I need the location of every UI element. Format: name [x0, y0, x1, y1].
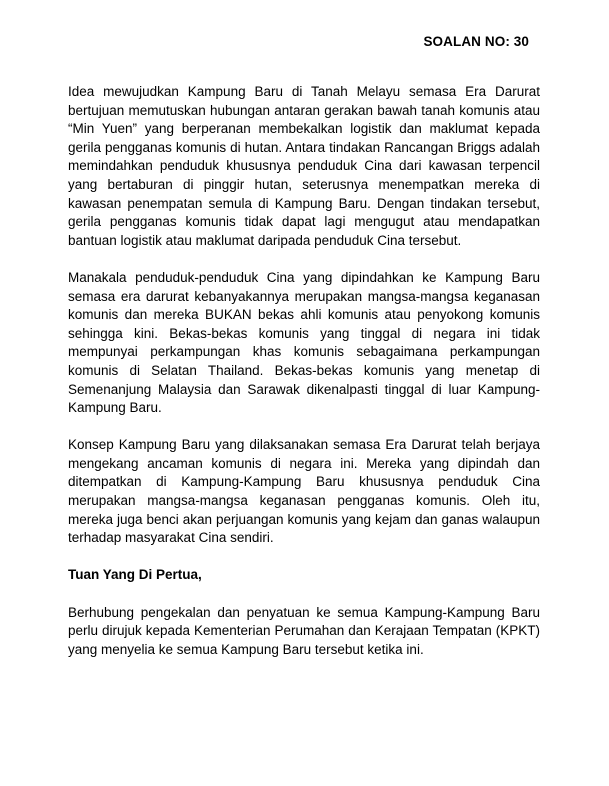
document-body: [68, 83, 540, 678]
question-number-header: SOALAN NO: 30: [423, 34, 529, 49]
paragraph-2: Manakala penduduk-penduduk Cina yang dipindahkan ke Kampung Baru semasa era darurat kebanyakannya merupakan mangsa-mangsa keganasan komunis dan mereka BUKAN bekas ahli komunis atau penyokong komunis sehingga kini. Bekas-bekas komunis yang tinggal di negara ini tidak mempunyai perkampungan khas komunis sebagaimana perkampungan komunis di Selatan Thailand. Bekas-bekas komunis yang menetap di Semenanjung Malaysia dan Sarawak dikenalpasti tinggal di luar Kampung-Kampung Baru.: [68, 269, 540, 416]
salutation: Tuan Yang Di Pertua,: [68, 567, 202, 583]
paragraph-1: Idea mewujudkan Kampung Baru di Tanah Melayu semasa Era Darurat bertujuan memutuskan hubungan antaran gerakan bawah tanah komunis atau “Min Yuen” yang berperanan membekalkan logistik dan maklumat kepada gerila pengganas komunis di hutan. Antara tindakan Rancangan Briggs adalah memindahkan penduduk khususnya penduduk Cina dari kawasan terpencil yang bertaburan di pinggir hutan, seterusnya menempatkan mereka di kawasan penempatan semula di Kampung Baru. Dengan tindakan tersebut, gerila pengganas komunis tidak dapat lagi mengugut atau mendapatkan bantuan logistik atau maklumat daripada penduduk Cina tersebut.: [68, 84, 540, 248]
paragraph-3: Konsep Kampung Baru yang dilaksanakan semasa Era Darurat telah berjaya mengekang ancaman komunis di negara ini. Mereka yang dipindah dan ditempatkan di Kampung-Kampung Baru khususnya penduduk Cina merupakan mangsa-mangsa keganasan pengganas komunis. Oleh itu, mereka juga benci akan perjuangan komunis yang kejam dan ganas walaupun terhadap masyarakat Cina sendiri.: [68, 437, 540, 546]
closing-paragraph: Berhubung pengekalan dan penyatuan ke semua Kampung-Kampung Baru perlu dirujuk kepada Kementerian Perumahan dan Kerajaan Tempatan (KPKT) yang menyelia ke semua Kampung Baru tersebut ketika ini.: [68, 604, 540, 657]
